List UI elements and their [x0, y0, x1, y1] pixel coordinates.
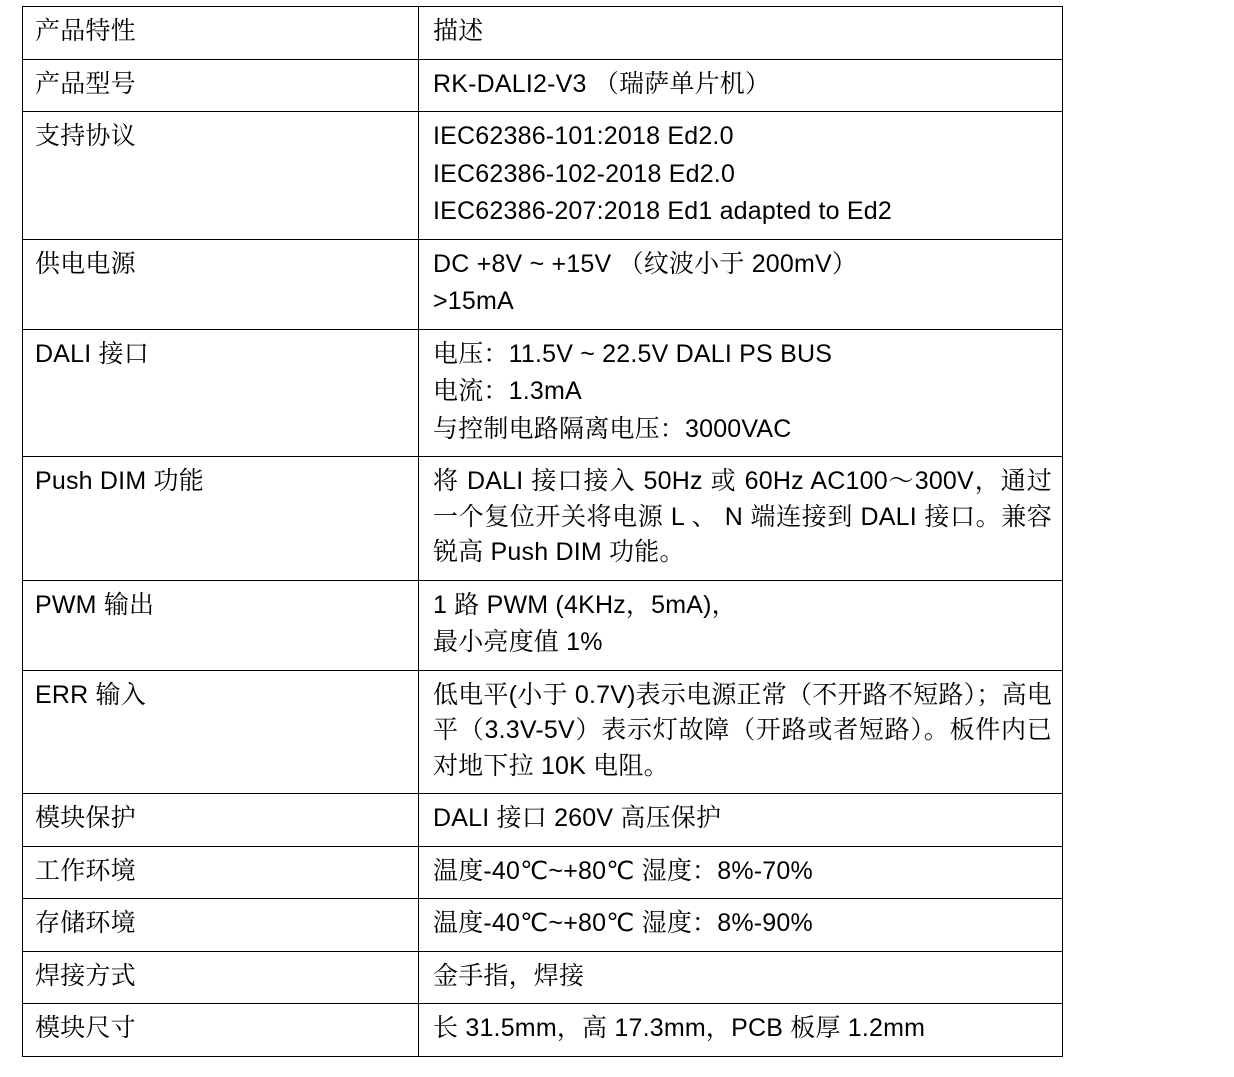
column-header-feature: 产品特性: [23, 7, 419, 60]
table-row: [23, 580, 1063, 670]
row-value: [419, 457, 1063, 581]
value-line: 与控制电路隔离电压：3000VAC: [433, 414, 792, 443]
value-line: 电流：1.3mA: [433, 377, 582, 405]
table-row: [23, 59, 1063, 112]
table-row: [23, 329, 1063, 457]
value-line: IEC62386-102-2018 Ed2.0: [433, 159, 736, 188]
row-label: 支持协议: [23, 112, 419, 240]
value-line: IEC62386-207:2018 Ed1 adapted to Ed2: [433, 197, 892, 225]
table-row: [23, 794, 1063, 847]
value-line: 将 DALI 接口接入 50Hz 或 60Hz AC100～300V，通过一个复位开关将电源 L 、 N 端连接到 DALI 接口。兼容锐高 Push DIM 功能。: [433, 467, 1052, 566]
table-row: [23, 1004, 1063, 1057]
table-row: [23, 846, 1063, 899]
table-header-row: [23, 7, 1063, 60]
row-label: ERR 输入: [23, 670, 419, 794]
value-line: RK-DALI2-V3 （瑞萨单片机）: [433, 69, 771, 98]
row-value: [419, 580, 1063, 670]
row-label: Push DIM 功能: [23, 457, 419, 581]
row-value: [419, 794, 1063, 847]
value-line: 金手指，焊接: [433, 961, 585, 990]
table-row: [23, 670, 1063, 794]
row-label: 产品型号: [23, 59, 419, 112]
value-line: 温度-40℃~+80℃ 湿度：8%-90%: [433, 909, 813, 937]
table-row: [23, 457, 1063, 581]
row-value: [419, 59, 1063, 112]
value-line: 温度-40℃~+80℃ 湿度：8%-70%: [433, 856, 813, 885]
table-row: [23, 239, 1063, 329]
row-label: 模块尺寸: [23, 1004, 419, 1057]
row-label: DALI 接口: [23, 329, 419, 457]
row-value: [419, 112, 1063, 240]
value-line: 电压：11.5V ~ 22.5V DALI PS BUS: [433, 339, 833, 368]
value-line: DC +8V ~ +15V （纹波小于 200mV）: [433, 249, 858, 278]
row-value: [419, 239, 1063, 329]
value-line: 1 路 PWM (4KHz，5mA)，: [433, 590, 737, 619]
document-page: [0, 6, 1234, 1077]
value-line: >15mA: [433, 287, 514, 315]
row-value: [419, 951, 1063, 1004]
value-line: DALI 接口 260V 高压保护: [433, 804, 722, 832]
value-line: 最小亮度值 1%: [433, 628, 603, 656]
table-row: [23, 951, 1063, 1004]
row-label: 工作环境: [23, 846, 419, 899]
row-value: [419, 1004, 1063, 1057]
value-line: 长 31.5mm，高 17.3mm，PCB 板厚 1.2mm: [433, 1014, 926, 1042]
column-header-description: 描述: [419, 7, 1063, 60]
value-line: IEC62386-101:2018 Ed2.0: [433, 122, 734, 150]
row-value: [419, 899, 1063, 952]
product-specification-table: [22, 6, 1063, 1057]
row-label: 供电电源: [23, 239, 419, 329]
value-line: 低电平(小于 0.7V)表示电源正常（不开路不短路）；高电平（3.3V-5V）表示灯故障（开路或者短路）。板件内已对地下拉 10K 电阻。: [433, 680, 1052, 780]
row-label: 焊接方式: [23, 951, 419, 1004]
row-label: PWM 输出: [23, 580, 419, 670]
row-value: [419, 846, 1063, 899]
table-row: [23, 899, 1063, 952]
table-row: [23, 112, 1063, 240]
row-value: [419, 329, 1063, 457]
row-label: 模块保护: [23, 794, 419, 847]
row-value: [419, 670, 1063, 794]
row-label: 存储环境: [23, 899, 419, 952]
